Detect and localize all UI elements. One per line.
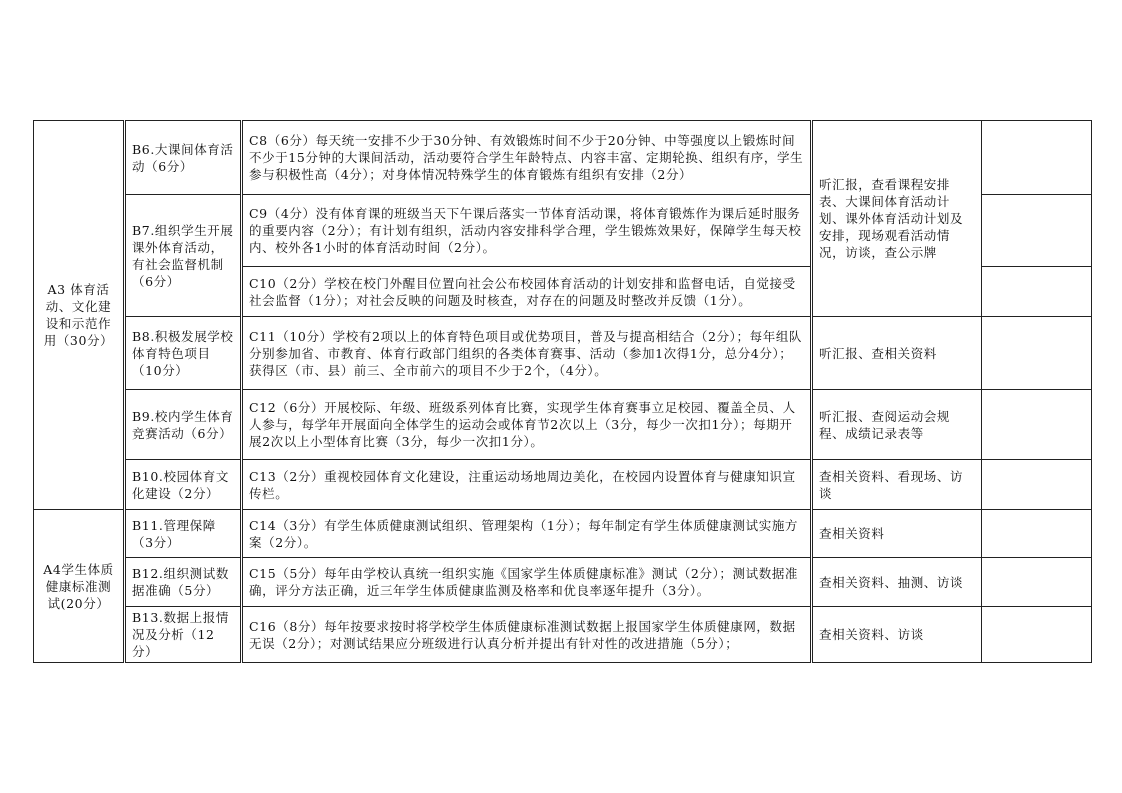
item-b8: B8.积极发展学校体育特色项目（10分）	[125, 317, 242, 390]
criterion-c9: C9（4分）没有体育课的班级当天下午课后落实一节体育活动课，将体育锻炼作为课后延时服务的重要内容（2分）；有计划有组织，活动内容安排科学合理，学生锻炼效果好，保障学生每天校内、校外各1小时的体育活动时间（2分）。	[242, 195, 812, 267]
method-b13: 查相关资料、访谈	[812, 607, 982, 663]
method-b12: 查相关资料、抽测、访谈	[812, 558, 982, 607]
table-row	[34, 121, 1092, 195]
score-cell	[982, 390, 1092, 460]
score-cell	[982, 558, 1092, 607]
criterion-c11: C11（10分）学校有2项以上的体育特色项目或优势项目，普及与提高相结合（2分）；每年组队分别参加省、市教育、体育行政部门组织的各类体育赛事、活动（参加1次得1分，总分4分）；获得区（市、县）前三、全市前六的项目不少于2个，（4分）。	[242, 317, 812, 390]
item-b7: B7.组织学生开展课外体育活动，有社会监督机制（6分）	[125, 195, 242, 317]
criterion-c13: C13（2分）重视校园体育文化建设，注重运动场地周边美化，在校园内设置体育与健康知识宣传栏。	[242, 460, 812, 510]
criterion-c16: C16（8分）每年按要求按时将学校学生体质健康标准测试数据上报国家学生体质健康网，数据无误（2分）；对测试结果应分班级进行认真分析并提出有针对性的改进措施（5分）；	[242, 607, 812, 663]
criterion-c10: C10（2分）学校在校门外醒目位置向社会公布校园体育活动的计划安排和监督电话，自觉接受社会监督（1分）；对社会反映的问题及时核查，对存在的问题及时整改并反馈（1分）。	[242, 267, 812, 317]
item-b11: B11.管理保障（3分）	[125, 510, 242, 558]
method-b11: 查相关资料	[812, 510, 982, 558]
category-a4: A4学生体质健康标准测试(20分）	[34, 510, 125, 663]
criterion-c15: C15（5分）每年由学校认真统一组织实施《国家学生体质健康标准》测试（2分）；测试数据准确，评分方法正确，近三年学生体质健康监测及格率和优良率逐年提升（3分）。	[242, 558, 812, 607]
item-b13: B13.数据上报情况及分析（12分）	[125, 607, 242, 663]
score-cell	[982, 195, 1092, 267]
score-cell	[982, 317, 1092, 390]
score-cell	[982, 267, 1092, 317]
table-row	[34, 390, 1092, 460]
method-cell-a3: 听汇报，查看课程安排表、大课间体育活动计划、课外体育活动计划及安排，现场观看活动情况，访谈，查公示牌	[812, 121, 982, 317]
score-cell	[982, 121, 1092, 195]
score-cell	[982, 460, 1092, 510]
method-b8: 听汇报、查相关资料	[812, 317, 982, 390]
criterion-c8: C8（6分）每天统一安排不少于30分钟、有效锻炼时间不少于20分钟、中等强度以上锻炼时间不少于15分钟的大课间活动，活动要符合学生年龄特点、内容丰富、定期轮换、组织有序，学生参与积极性高（4分）；对身体情况特殊学生的体育锻炼有组织有安排（2分）	[242, 121, 812, 195]
item-b10: B10.校园体育文化建设（2分）	[125, 460, 242, 510]
category-a3: A3 体育活动、文化建设和示范作用（30分）	[34, 121, 125, 510]
score-cell	[982, 607, 1092, 663]
criterion-c14: C14（3分）有学生体质健康测试组织、管理架构（1分）；每年制定有学生体质健康测试实施方案（2分）。	[242, 510, 812, 558]
evaluation-table	[33, 120, 1092, 663]
table-row	[34, 607, 1092, 663]
method-b9: 听汇报、查阅运动会规程、成绩记录表等	[812, 390, 982, 460]
method-b10: 查相关资料、看现场、访谈	[812, 460, 982, 510]
score-cell	[982, 510, 1092, 558]
criterion-c12: C12（6分）开展校际、年级、班级系列体育比赛，实现学生体育赛事立足校园、覆盖全员、人人参与，每学年开展面向全体学生的运动会或体育节2次以上（3分，每少一次扣1分）；每期开展2次以上小型体育比赛（3分，每少一次扣1分）。	[242, 390, 812, 460]
table-row	[34, 460, 1092, 510]
table-row	[34, 510, 1092, 558]
table-row	[34, 317, 1092, 390]
item-b6: B6.大课间体育活动（6分）	[125, 121, 242, 195]
item-b9: B9.校内学生体育竞赛活动（6分）	[125, 390, 242, 460]
item-b12: B12.组织测试数据准确（5分）	[125, 558, 242, 607]
table-row	[34, 558, 1092, 607]
